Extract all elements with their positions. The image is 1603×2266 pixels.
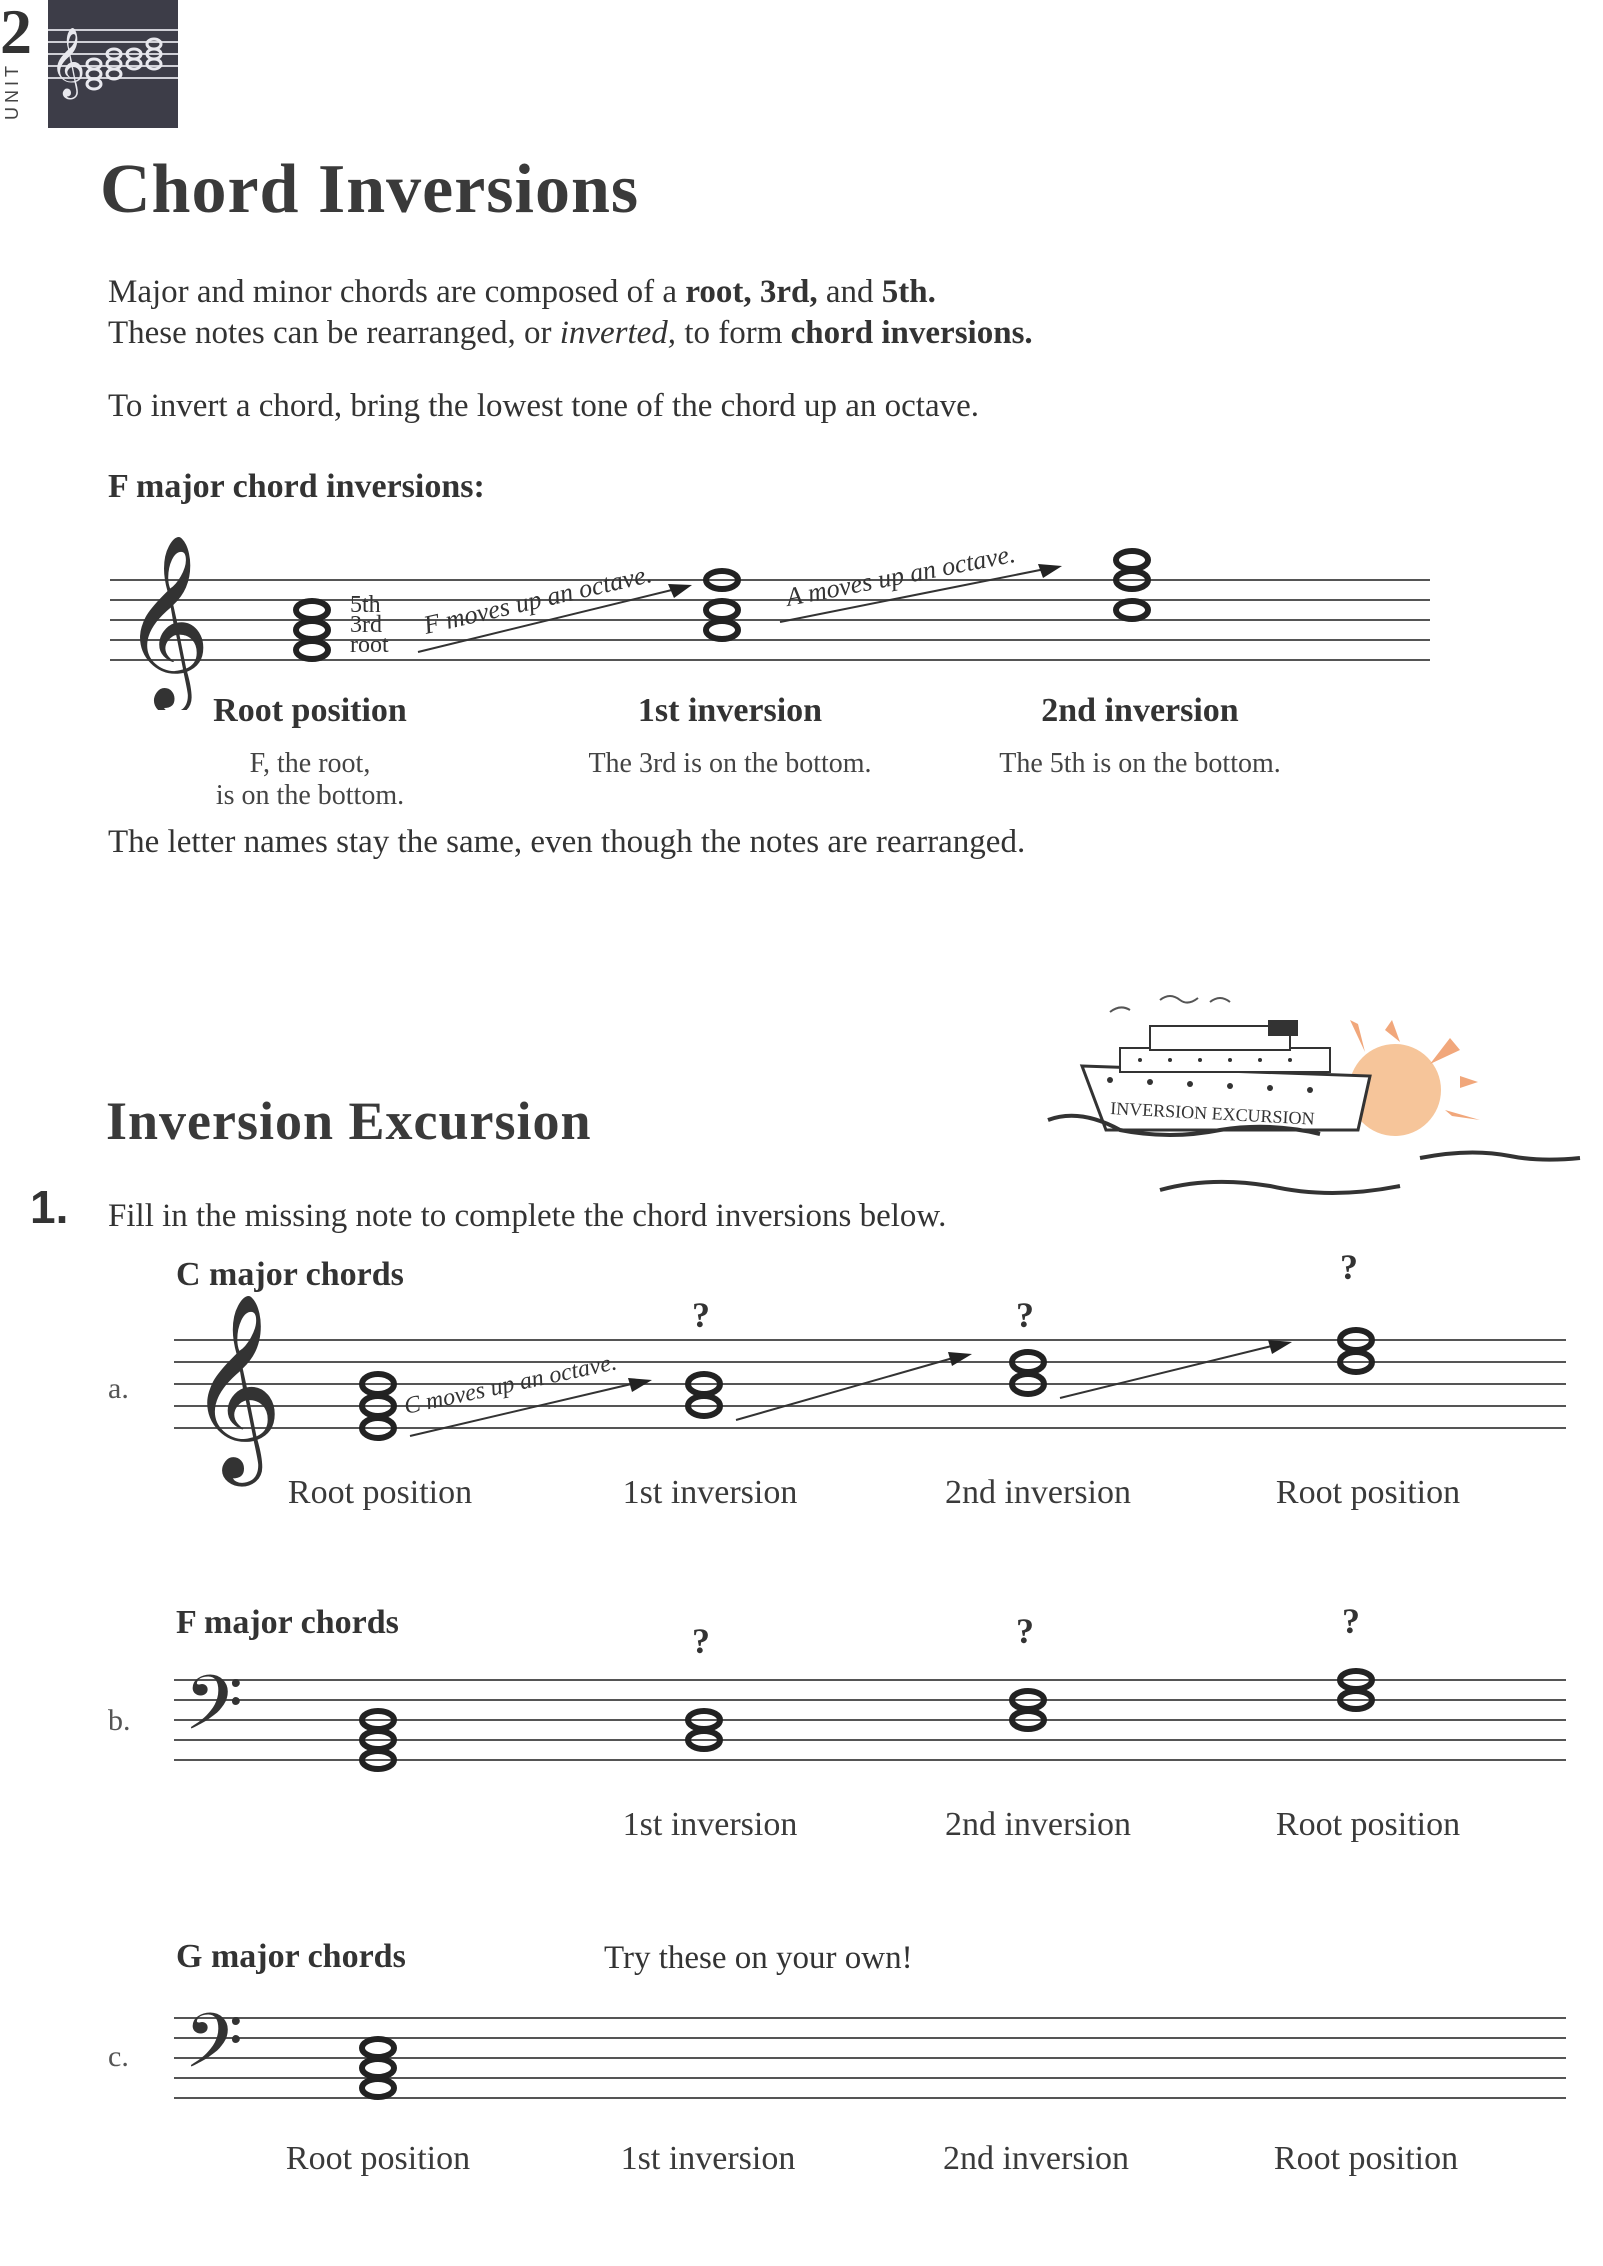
row-a-label-2: 1st inversion bbox=[622, 1474, 798, 1511]
row-c-label-4: Root position bbox=[1273, 2140, 1459, 2177]
row-c-chord-1 bbox=[362, 2039, 394, 2097]
row-a-staff bbox=[170, 1290, 1570, 1490]
row-b-question-3: ? bbox=[1342, 1601, 1360, 1641]
row-b-chord-3 bbox=[1012, 1691, 1044, 1729]
ship-label: INVERSION EXCURSION bbox=[1109, 1098, 1316, 1129]
caption-second-inversion-title: 2nd inversion bbox=[1041, 692, 1239, 729]
invert-instruction: To invert a chord, bring the lowest tone of the chord up an octave. bbox=[108, 388, 980, 424]
chord-first-inversion bbox=[706, 571, 738, 639]
intro-paragraph bbox=[108, 272, 1033, 355]
bass-clef-icon: 𝄢 bbox=[184, 1662, 244, 1764]
row-a-heading: C major chords bbox=[176, 1256, 404, 1293]
treble-staff-icon bbox=[48, 0, 178, 128]
caption-root-position-title: Root position bbox=[213, 692, 407, 729]
row-a-arrow-text: C moves up an octave. bbox=[401, 1349, 620, 1420]
section-title: Inversion Excursion bbox=[106, 1091, 592, 1151]
intro-line-1: Major and minor chords are composed of a root, 3rd, and 5th. bbox=[108, 274, 936, 310]
ship-icon bbox=[1082, 1020, 1370, 1130]
arrow-text-2: A moves up an octave. bbox=[783, 539, 1018, 612]
row-c-staff bbox=[170, 1980, 1570, 2130]
example-label: F major chord inversions: bbox=[108, 468, 485, 505]
tone-label-5th: 5th bbox=[350, 592, 381, 618]
row-a-chord-2 bbox=[688, 1374, 720, 1416]
row-b-label-4: Root position bbox=[1275, 1806, 1461, 1843]
ship-illustration bbox=[1040, 980, 1600, 1230]
chord-root-position bbox=[296, 601, 328, 659]
row-b-question-1: ? bbox=[692, 1621, 710, 1661]
chord-second-inversion bbox=[1116, 551, 1148, 619]
row-b-letter: b. bbox=[108, 1704, 131, 1737]
row-b-heading: F major chords bbox=[176, 1604, 399, 1641]
row-b-label-3: 2nd inversion bbox=[944, 1806, 1132, 1843]
row-b-question-2: ? bbox=[1016, 1611, 1034, 1651]
bass-clef-icon: 𝄢 bbox=[184, 2000, 244, 2102]
letter-names-note: The letter names stay the same, even though the notes are rearranged. bbox=[108, 824, 1026, 860]
row-c-heading: G major chords bbox=[176, 1938, 406, 1975]
row-a-label-1: Root position bbox=[287, 1474, 473, 1511]
page-title: Chord Inversions bbox=[100, 151, 640, 228]
row-b-chord-2 bbox=[688, 1711, 720, 1749]
row-c-label-1: Root position bbox=[285, 2140, 471, 2177]
unit-number: 2 bbox=[0, 0, 32, 67]
treble-clef-icon: 𝄞 bbox=[188, 1297, 283, 1475]
row-a-letter: a. bbox=[108, 1372, 129, 1405]
treble-clef-icon: 𝄞 bbox=[122, 539, 211, 705]
caption-first-inversion-title: 1st inversion bbox=[637, 692, 823, 729]
arrow-head-2 bbox=[1038, 564, 1062, 578]
tone-label-3rd: 3rd bbox=[350, 612, 382, 638]
intro-line-2: These notes can be rearranged, or inverted, to form chord inversions. bbox=[108, 315, 1033, 352]
row-a-question-1: ? bbox=[692, 1295, 710, 1335]
row-a-label-4: Root position bbox=[1275, 1474, 1461, 1511]
f-major-staff bbox=[100, 530, 1440, 710]
caption-root-position-text: F, the root, is on the bottom. bbox=[215, 748, 405, 812]
row-c-label-2: 1st inversion bbox=[620, 2140, 796, 2177]
row-c-letter: c. bbox=[108, 2040, 129, 2073]
caption-first-inversion-text: The 3rd is on the bottom. bbox=[588, 748, 872, 779]
row-a-question-3: ? bbox=[1340, 1247, 1358, 1287]
tone-label-root: root bbox=[350, 632, 389, 658]
unit-label: UNIT bbox=[2, 62, 22, 120]
row-b-staff bbox=[170, 1640, 1570, 1790]
row-a-chord-3 bbox=[1012, 1352, 1044, 1394]
exercise-number: 1. bbox=[30, 1181, 69, 1233]
row-c-label-3: 2nd inversion bbox=[942, 2140, 1130, 2177]
row-b-chord-4 bbox=[1340, 1671, 1372, 1709]
unit-staff-badge bbox=[48, 0, 178, 128]
caption-second-inversion-text: The 5th is on the bottom. bbox=[999, 748, 1281, 779]
row-c-note: Try these on your own! bbox=[604, 1940, 913, 1976]
row-b-label-2: 1st inversion bbox=[622, 1806, 798, 1843]
exercise-instruction: Fill in the missing note to complete the chord inversions below. bbox=[108, 1198, 947, 1234]
row-a-question-2: ? bbox=[1016, 1295, 1034, 1335]
arrow-head-1 bbox=[668, 584, 692, 598]
svg-text:𝄞: 𝄞 bbox=[50, 29, 86, 95]
row-a-label-3: 2nd inversion bbox=[944, 1474, 1132, 1511]
arrow-text-1: F moves up an octave. bbox=[420, 559, 655, 640]
row-a-chord-4 bbox=[1340, 1330, 1372, 1372]
